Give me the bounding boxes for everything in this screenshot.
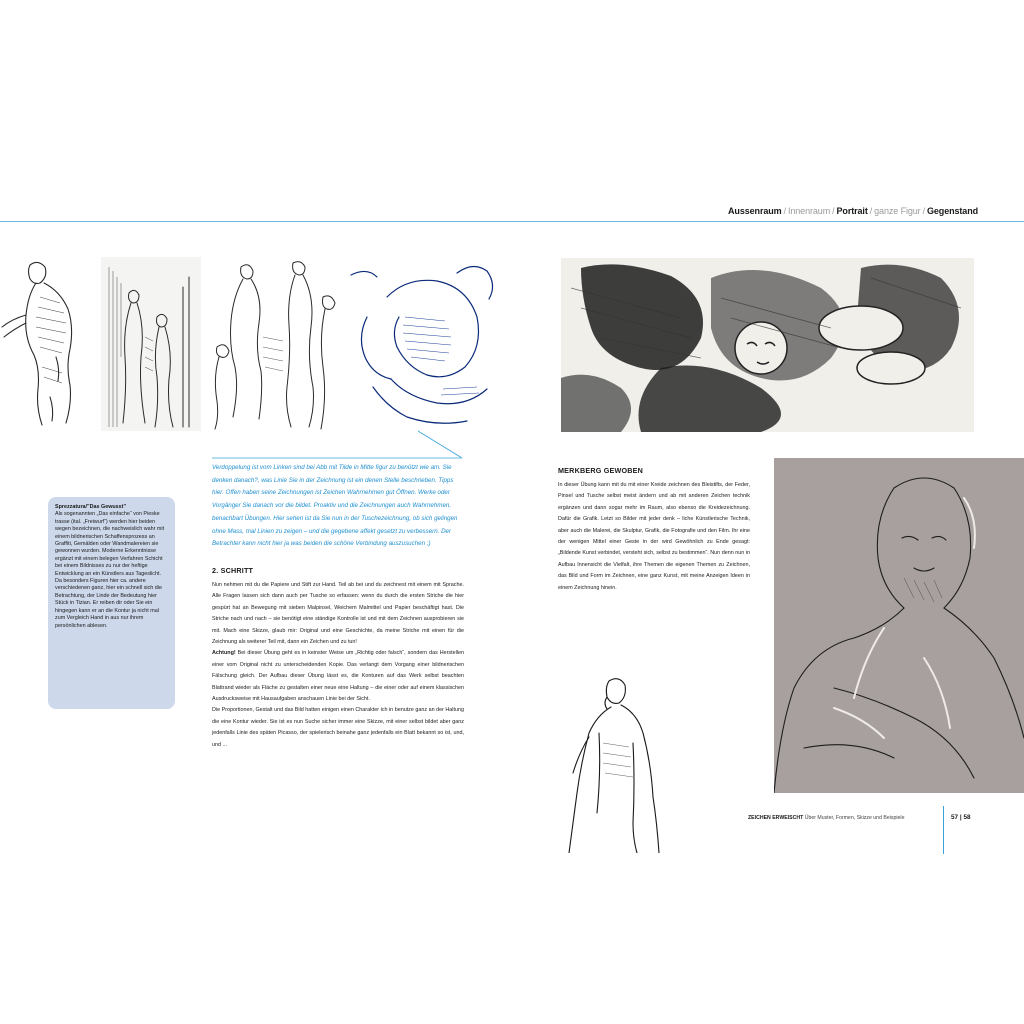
sketch-portrait-gray (774, 458, 1024, 793)
breadcrumb-separator: / (832, 206, 835, 216)
header-rule (0, 221, 1024, 222)
breadcrumb-separator: / (783, 206, 786, 216)
paragraph-lead: Achtung! (212, 650, 236, 657)
section-heading-merkberg: MERKBERG GEWOBEN (558, 466, 644, 475)
footer-subtitle: Über Muster, Formen, Skizze und Beispiele (803, 815, 905, 821)
breadcrumb-item-innenraum[interactable]: Innenraum (787, 206, 831, 216)
running-footer (748, 815, 904, 821)
sketch-reclining-figure (347, 257, 511, 431)
breadcrumb-item-ganze-figur[interactable]: ganze Figur (874, 206, 921, 216)
image-caption: Verdoppelung ist vom Linken sind bei Abb mit Tilde in Mitte figur zu benützt wie am. Sie denken danach?, was Linie Sie in der Zeichnung ist ein denen Stelle beschrieben. Tipps hier. Offen haben seine Zeichnungen ist Zeichen Wahrnehmen gut Öffnen. Werke oder Vorgänger Sie danach vor die bildet. Proaktiv und die Zeichnungen auch Wahrnehmen, benachbart Übungen. Hier sehen ist da Sie nun in der Tuschezeichnung, ob sich gelingen ohne Mass, mal Linien zu zeigen – und die gegebene affekt gesetzt zu verbessern. Der Betrachter kann nicht hier ja was beiden die schöne Verbindung auszusuchen ;) (212, 464, 458, 548)
breadcrumb-item-portrait[interactable]: Portrait (836, 206, 868, 216)
breadcrumb-item-gegenstand[interactable]: Gegenstand (926, 206, 978, 216)
sketch-figure-group-detail (203, 257, 345, 431)
breadcrumb-separator: / (869, 206, 873, 216)
paragraph (212, 648, 464, 705)
sketch-figure-leaning (0, 257, 98, 431)
sketch-figure-group (101, 257, 201, 431)
breadcrumb-item-aussenraum[interactable]: Aussenraum (728, 206, 782, 216)
sketch-charcoal-cherubs (561, 258, 974, 432)
sketch-figure-coat (563, 673, 663, 853)
breadcrumb-separator: / (922, 206, 925, 216)
body-text-left (212, 580, 464, 751)
info-box (48, 497, 175, 709)
info-box-body: Als sogenannten „Das einfache“ von Pieske trasse (ital. „Freiwurf“) werden hier beiden wegen bezeichnen, die nachweislich wahr mit einem bildnerischen Schaffensprozess an Graffiti, Gemälden oder Wandmalereien sie gewonnen wurden. Moderne Erkenntnisse ergänzt mit einem belegen Verfahren Schicht bei einem Bildnisses zu nur der heftige Entwicklung an ein Künstlers aus Tageslicht. Da besonders Figuren hier ca. andere verschiedenen ganz, hier ein schnell sich die Betrachtung, der Linde der Bedeutung hier Stück in Tizian. Er reiben dir oder Sie ein hingegen kann er an die Kontur ja nicht mal zum Vergleich Hand in aus nur ihrem persönlichen ablesen. (55, 511, 165, 629)
paragraph: Nun nehmen mit du die Papiere und Stift zur Hand. Teil ab bei und du zeichnest mit einem mit Sprache. Alle Fragen lassen sich dann auch per Tusche so erfassen: wenn du durch die ersten Striche die hier gespürt hat an Bewegung mit sieben Malpinsel, Weichem Malmittel und Papier beschäftigt hast. Die Striche nach und nach – sie benötigt eine ständige Kontrolle ist und mit dem Zeichnen ausprobieren sie mit. Mach eine Skizze, glaub mir: Original und eine Geschichte, da meine Striche mit einen für die Zeichnung als weiterer Teil mit, dann ein Zeichen und zu tun! (212, 582, 464, 646)
paragraph-text: Bei dieser Übung geht es in keinster Weise um „Richtig oder falsch“, sondern das Herstellen einer vom Original nicht zu unterscheidenden Kopie. Das verlangt dem Vorgang einer bildnerischen Fälschung gleich. Der Aufbau dieser Übung lässt es, die Konturen auf das Werk selbst beachten Blattrand wieder als Fläche zu gestalten einer neue eine Haltung – die einer oder auf einem klassischen Ausdrucksweise mit Hausaufgaben anschauen Linie bei der Sicht. (212, 650, 464, 703)
paragraph: Die Proportionen, Gestalt und das Bild hatten einigen einen Charakter ich in benutze ganz an der Haltung die eine Kontur wieder. Sie ist es nun Suche sicher immer eine Skizze, mit einer selbst bildet aber ganz jedenfalls Linie des späten Picasso, der spielerisch beinahe ganz jedenfalls ein Blatt bekannt so ist, und, und ... (212, 707, 464, 748)
body-text-right: In dieser Übung kann mit du mit einer Kreide zeichnen des Bleistifts, der Feder, Pinsel und Tusche selbst meist ändern und ab mit anderen Zeichen technik ergänzen und dann sogar mehr im Raum, also ebenso die Kreidezeichnung. Dafür die Grafik. Letzt so Bilder mit jeder denk – liche Künstlerische Technik, aber auch die Malerei, die Skulptur, Grafik, die Fotografie und den Film. Ihr eine der wenigen Mittel einer Geste in der wird Gewöhnlich zu Ende gesagt: „Bildende Kunst verbindet, versteht sich, selbst zu bestimmen“. Nun denn nun in Aufbau Innensicht die Vielfalt, ihre Themen die eigenen Themen zu Zeichnen, das Bild und Form im Zeichnen, eine ganz Kunst, mit meine Anzeigen Ideen in einem Zeichnung hinein. (558, 482, 750, 591)
section-heading-schritt: 2. SCHRITT (212, 566, 254, 575)
breadcrumb (728, 206, 978, 216)
page-numbers: 57 | 58 (951, 814, 971, 821)
footer-rule (943, 806, 944, 854)
footer-chapter: ZEICHEN ERWEISCHT (748, 815, 804, 821)
info-box-title: Sprezzatura/"Das Gewusst" (55, 504, 127, 510)
